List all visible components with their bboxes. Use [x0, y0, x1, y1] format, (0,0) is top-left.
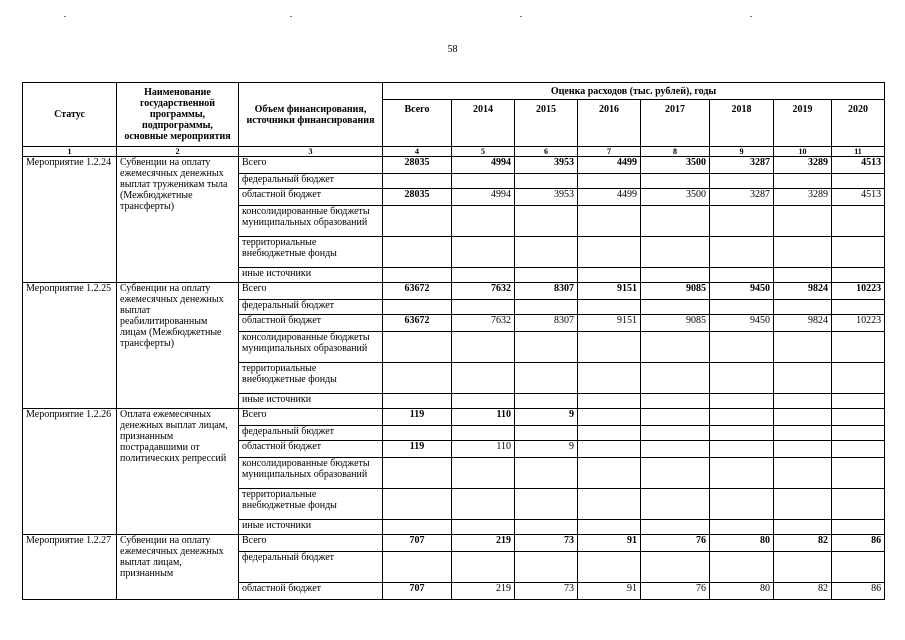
table-row — [23, 283, 885, 300]
year-value — [578, 206, 641, 237]
total-value: 707 — [383, 535, 452, 552]
year-value: 10223 — [832, 315, 885, 332]
year-value — [515, 268, 578, 283]
year-value — [515, 520, 578, 535]
total-value: 63672 — [383, 315, 452, 332]
year-value: 3500 — [641, 189, 710, 206]
year-value — [452, 268, 515, 283]
funding-source: консолидированные бюджеты муниципальных образований — [239, 458, 383, 489]
year-value — [774, 363, 832, 394]
year-value — [641, 426, 710, 441]
column-number: 6 — [515, 147, 578, 157]
year-value — [710, 300, 774, 315]
year-value: 219 — [452, 583, 515, 600]
year-value — [578, 520, 641, 535]
year-value — [774, 552, 832, 583]
total-value — [383, 458, 452, 489]
year-value — [641, 552, 710, 583]
total-value — [383, 394, 452, 409]
funding-source: Всего — [239, 157, 383, 174]
column-number: 3 — [239, 147, 383, 157]
year-value — [515, 489, 578, 520]
year-value — [515, 363, 578, 394]
year-value — [641, 206, 710, 237]
year-value — [832, 426, 885, 441]
funding-source: областной бюджет — [239, 441, 383, 458]
year-value — [832, 174, 885, 189]
year-value — [515, 394, 578, 409]
header-year: 2019 — [774, 100, 832, 147]
table-row — [23, 157, 885, 174]
year-value — [452, 426, 515, 441]
year-value: 3953 — [515, 189, 578, 206]
year-value — [710, 441, 774, 458]
year-value: 73 — [515, 583, 578, 600]
year-value: 3287 — [710, 189, 774, 206]
year-value — [641, 520, 710, 535]
year-value — [832, 441, 885, 458]
funding-source: иные источники — [239, 268, 383, 283]
year-value — [774, 458, 832, 489]
column-number: 10 — [774, 147, 832, 157]
total-value: 119 — [383, 441, 452, 458]
year-value — [774, 237, 832, 268]
year-value — [710, 409, 774, 426]
year-value: 82 — [774, 583, 832, 600]
column-number: 9 — [710, 147, 774, 157]
year-value — [452, 552, 515, 583]
year-value — [641, 237, 710, 268]
measure-status: Мероприятие 1.2.25 — [23, 283, 117, 409]
year-value — [641, 300, 710, 315]
total-value — [383, 300, 452, 315]
year-value — [641, 332, 710, 363]
year-value — [515, 237, 578, 268]
year-value — [832, 300, 885, 315]
year-value — [710, 458, 774, 489]
column-number: 1 — [23, 147, 117, 157]
year-value — [710, 520, 774, 535]
total-value: 63672 — [383, 283, 452, 300]
year-value: 9151 — [578, 315, 641, 332]
year-value — [710, 174, 774, 189]
year-value — [774, 174, 832, 189]
year-value — [774, 206, 832, 237]
year-value — [774, 520, 832, 535]
year-value — [832, 332, 885, 363]
year-value — [710, 237, 774, 268]
year-value — [578, 394, 641, 409]
measure-name: Субвенции на оплату ежемесячных денежных выплат реабилитированным лицам (Межбюджетные трансферты) — [117, 283, 239, 409]
year-value: 7632 — [452, 283, 515, 300]
column-number-row — [23, 147, 885, 157]
year-value — [515, 174, 578, 189]
year-value: 9085 — [641, 315, 710, 332]
measure-name: Субвенции на оплату ежемесячных денежных выплат труженикам тыла (Межбюджетные трансферты) — [117, 157, 239, 283]
year-value: 76 — [641, 535, 710, 552]
year-value: 9450 — [710, 283, 774, 300]
year-value — [578, 489, 641, 520]
header-year: 2014 — [452, 100, 515, 147]
funding-source: Всего — [239, 409, 383, 426]
year-value: 86 — [832, 583, 885, 600]
total-value — [383, 206, 452, 237]
year-value: 3500 — [641, 157, 710, 174]
year-value: 7632 — [452, 315, 515, 332]
year-value: 73 — [515, 535, 578, 552]
funding-source: территориальные внебюджетные фонды — [239, 363, 383, 394]
measure-name: Оплата ежемесячных денежных выплат лицам, признанным пострадавшими от политических репрессий — [117, 409, 239, 535]
year-value — [578, 300, 641, 315]
header-year: 2016 — [578, 100, 641, 147]
year-value — [452, 520, 515, 535]
column-number: 2 — [117, 147, 239, 157]
year-value: 4994 — [452, 189, 515, 206]
year-value: 9 — [515, 409, 578, 426]
year-value — [774, 441, 832, 458]
year-value — [641, 174, 710, 189]
funding-source: областной бюджет — [239, 189, 383, 206]
year-value — [515, 552, 578, 583]
year-value: 82 — [774, 535, 832, 552]
year-value — [710, 552, 774, 583]
funding-source: федеральный бюджет — [239, 426, 383, 441]
funding-source: федеральный бюджет — [239, 300, 383, 315]
header-year: 2018 — [710, 100, 774, 147]
year-value: 4499 — [578, 157, 641, 174]
measure-status: Мероприятие 1.2.24 — [23, 157, 117, 283]
total-value: 28035 — [383, 189, 452, 206]
year-value — [832, 394, 885, 409]
year-value — [578, 237, 641, 268]
total-value — [383, 426, 452, 441]
year-value — [452, 300, 515, 315]
header-cost-estimate: Оценка расходов (тыс. рублей), годы — [383, 83, 885, 100]
funding-source: Всего — [239, 535, 383, 552]
year-value — [710, 426, 774, 441]
year-value: 9085 — [641, 283, 710, 300]
year-value — [832, 409, 885, 426]
year-value: 8307 — [515, 283, 578, 300]
total-value — [383, 363, 452, 394]
funding-source: областной бюджет — [239, 583, 383, 600]
table-body — [23, 157, 885, 600]
year-value: 8307 — [515, 315, 578, 332]
year-value — [774, 332, 832, 363]
funding-source: иные источники — [239, 394, 383, 409]
header-name: Наименование государственной программы, подпрограммы, основные мероприятия — [117, 83, 239, 147]
year-value — [774, 268, 832, 283]
year-value — [578, 426, 641, 441]
total-value: 707 — [383, 583, 452, 600]
year-value: 80 — [710, 535, 774, 552]
year-value — [832, 363, 885, 394]
year-value — [578, 441, 641, 458]
total-value — [383, 489, 452, 520]
funding-source: консолидированные бюджеты муниципальных образований — [239, 206, 383, 237]
measure-status: Мероприятие 1.2.27 — [23, 535, 117, 600]
year-value — [641, 363, 710, 394]
year-value — [832, 458, 885, 489]
year-value — [832, 489, 885, 520]
year-value — [710, 363, 774, 394]
year-value — [515, 426, 578, 441]
page-number: 58 — [447, 44, 458, 55]
year-value — [578, 552, 641, 583]
year-value: 91 — [578, 535, 641, 552]
table-row — [23, 409, 885, 426]
measure-status: Мероприятие 1.2.26 — [23, 409, 117, 535]
year-value — [832, 268, 885, 283]
year-value — [774, 489, 832, 520]
year-value: 76 — [641, 583, 710, 600]
year-value: 3287 — [710, 157, 774, 174]
funding-source: федеральный бюджет — [239, 174, 383, 189]
year-value — [515, 332, 578, 363]
column-number: 7 — [578, 147, 641, 157]
header-funding: Объем финансирования, источники финансирования — [239, 83, 383, 147]
year-value — [641, 441, 710, 458]
year-value: 4994 — [452, 157, 515, 174]
year-value — [832, 237, 885, 268]
year-value — [452, 489, 515, 520]
total-value — [383, 174, 452, 189]
year-value: 86 — [832, 535, 885, 552]
column-number: 11 — [832, 147, 885, 157]
year-value — [710, 394, 774, 409]
year-value — [832, 206, 885, 237]
year-value — [452, 237, 515, 268]
year-value: 10223 — [832, 283, 885, 300]
total-value — [383, 332, 452, 363]
year-value — [832, 520, 885, 535]
year-value: 9151 — [578, 283, 641, 300]
total-value — [383, 520, 452, 535]
year-value — [710, 268, 774, 283]
year-value — [515, 300, 578, 315]
header-status: Статус — [23, 83, 117, 147]
header-year: 2017 — [641, 100, 710, 147]
year-value: 4499 — [578, 189, 641, 206]
total-value — [383, 552, 452, 583]
year-value: 9 — [515, 441, 578, 458]
year-value — [641, 268, 710, 283]
year-value — [641, 409, 710, 426]
header-total: Всего — [383, 100, 452, 147]
column-number: 4 — [383, 147, 452, 157]
header-year: 2015 — [515, 100, 578, 147]
total-value: 28035 — [383, 157, 452, 174]
year-value — [515, 206, 578, 237]
year-value: 80 — [710, 583, 774, 600]
year-value: 4513 — [832, 189, 885, 206]
year-value — [578, 458, 641, 489]
funding-source: Всего — [239, 283, 383, 300]
year-value — [452, 174, 515, 189]
year-value: 9824 — [774, 283, 832, 300]
total-value — [383, 268, 452, 283]
year-value — [578, 409, 641, 426]
funding-source: иные источники — [239, 520, 383, 535]
year-value — [832, 552, 885, 583]
year-value — [774, 300, 832, 315]
year-value: 219 — [452, 535, 515, 552]
year-value — [641, 489, 710, 520]
year-value: 3289 — [774, 157, 832, 174]
year-value: 9824 — [774, 315, 832, 332]
year-value — [452, 332, 515, 363]
year-value — [452, 363, 515, 394]
year-value: 4513 — [832, 157, 885, 174]
year-value — [578, 268, 641, 283]
header-year: 2020 — [832, 100, 885, 147]
year-value — [452, 206, 515, 237]
total-value: 119 — [383, 409, 452, 426]
table-row — [23, 535, 885, 552]
funding-source: консолидированные бюджеты муниципальных образований — [239, 332, 383, 363]
year-value — [641, 394, 710, 409]
budget-table — [22, 82, 885, 600]
funding-source: федеральный бюджет — [239, 552, 383, 583]
year-value — [515, 458, 578, 489]
year-value: 110 — [452, 409, 515, 426]
funding-source: территориальные внебюджетные фонды — [239, 489, 383, 520]
year-value: 3289 — [774, 189, 832, 206]
year-value — [710, 332, 774, 363]
year-value — [710, 489, 774, 520]
year-value — [578, 332, 641, 363]
measure-name: Субвенции на оплату ежемесячных денежных выплат лицам, признанным — [117, 535, 239, 600]
year-value — [774, 409, 832, 426]
year-value: 9450 — [710, 315, 774, 332]
column-number: 8 — [641, 147, 710, 157]
year-value — [578, 174, 641, 189]
year-value — [578, 363, 641, 394]
year-value — [774, 394, 832, 409]
year-value — [774, 426, 832, 441]
year-value: 110 — [452, 441, 515, 458]
funding-source: территориальные внебюджетные фонды — [239, 237, 383, 268]
funding-source: областной бюджет — [239, 315, 383, 332]
total-value — [383, 237, 452, 268]
year-value — [452, 394, 515, 409]
year-value — [710, 206, 774, 237]
year-value — [641, 458, 710, 489]
year-value: 3953 — [515, 157, 578, 174]
year-value: 91 — [578, 583, 641, 600]
year-value — [452, 458, 515, 489]
column-number: 5 — [452, 147, 515, 157]
